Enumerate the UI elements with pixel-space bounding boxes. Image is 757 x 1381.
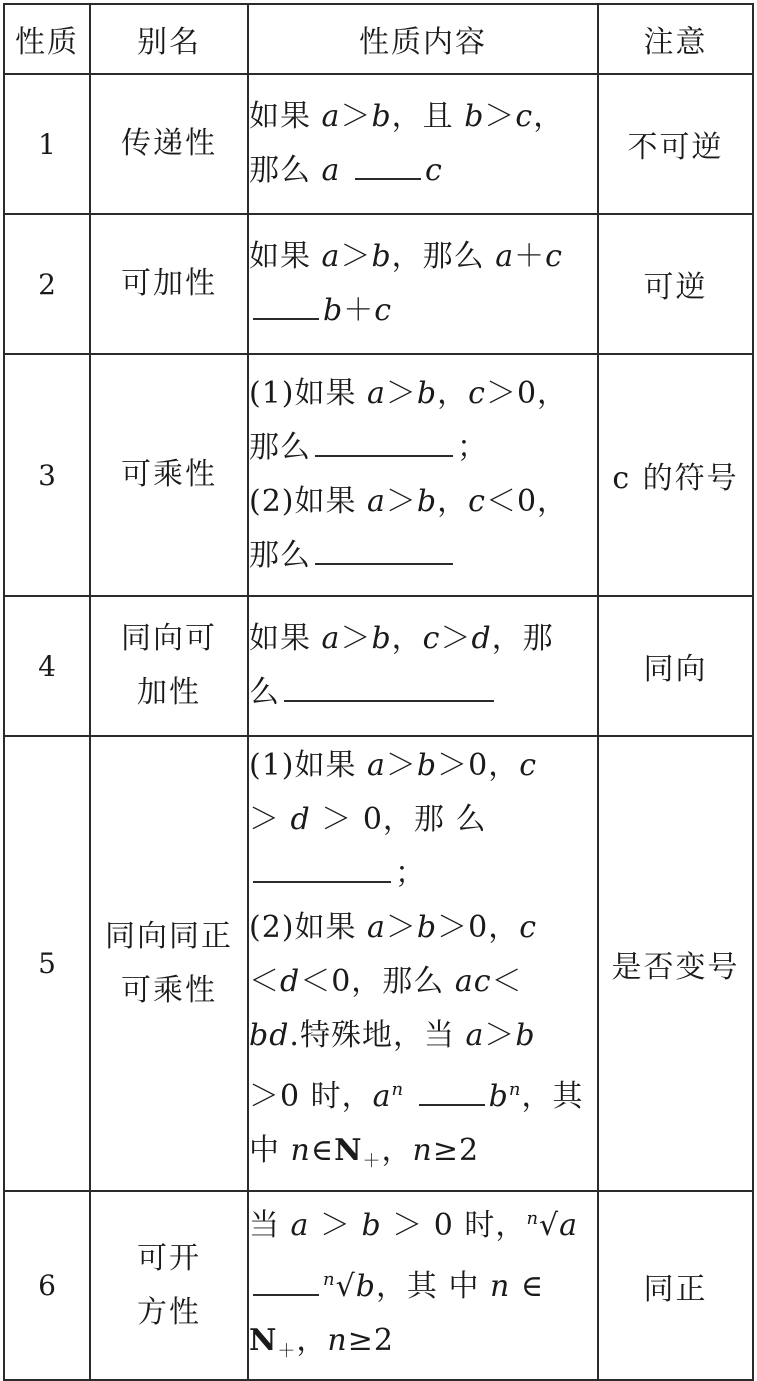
row-note: 同向 — [598, 596, 753, 736]
table-row — [4, 214, 753, 354]
table-row — [4, 736, 753, 1191]
row-note: 不可逆 — [598, 74, 753, 214]
row-alias: 同向同正 可乘性 — [90, 736, 248, 1191]
row-number: 4 — [4, 596, 90, 736]
header-content: 性质内容 — [248, 4, 598, 74]
row-alias: 可乘性 — [90, 354, 248, 596]
header-alias: 别名 — [90, 4, 248, 74]
table-row — [4, 354, 753, 596]
row-content: 如果 a＞b，那么 a＋c b＋c — [248, 214, 598, 354]
row-number: 6 — [4, 1191, 90, 1380]
header-property: 性质 — [4, 4, 90, 74]
row-number: 2 — [4, 214, 90, 354]
table-row — [4, 1191, 753, 1380]
row-alias: 可加性 — [90, 214, 248, 354]
row-number: 3 — [4, 354, 90, 596]
row-content: (1)如果 a＞b＞0，c ＞ d ＞ 0，那 么 ； (2)如果 a＞b＞0，c ＜d＜0，那么 ac＜ bd.特殊地，当 a＞b ＞0 时，$a^n$ $b^n$，其 中 $n\in N_+$，n≥2 — [248, 736, 598, 1191]
row-content: 如果 a＞b，且 b＞c， 那么 a c — [248, 74, 598, 214]
row-content: (1)如果 a＞b，c＞0， 那么 ； (2)如果 a＞b，c＜0， 那么 — [248, 354, 598, 596]
row-alias: 可开 方性 — [90, 1191, 248, 1380]
row-number: 1 — [4, 74, 90, 214]
row-content: 当 a ＞ b ＞ 0 时，$^n$√a $^n$√b，其 中 n ∈ $N_+$，n≥2 — [248, 1191, 598, 1380]
row-number: 5 — [4, 736, 90, 1191]
row-note: c 的符号 — [598, 354, 753, 596]
row-note: 是否变号 — [598, 736, 753, 1191]
row-alias: 传递性 — [90, 74, 248, 214]
row-alias: 同向可 加性 — [90, 596, 248, 736]
row-content: 如果 a＞b，c＞d，那 么 — [248, 596, 598, 736]
properties-table — [3, 3, 754, 1381]
table-row — [4, 74, 753, 214]
table-row — [4, 596, 753, 736]
row-note: 可逆 — [598, 214, 753, 354]
header-row — [4, 4, 753, 74]
header-note: 注意 — [598, 4, 753, 74]
row-note: 同正 — [598, 1191, 753, 1380]
